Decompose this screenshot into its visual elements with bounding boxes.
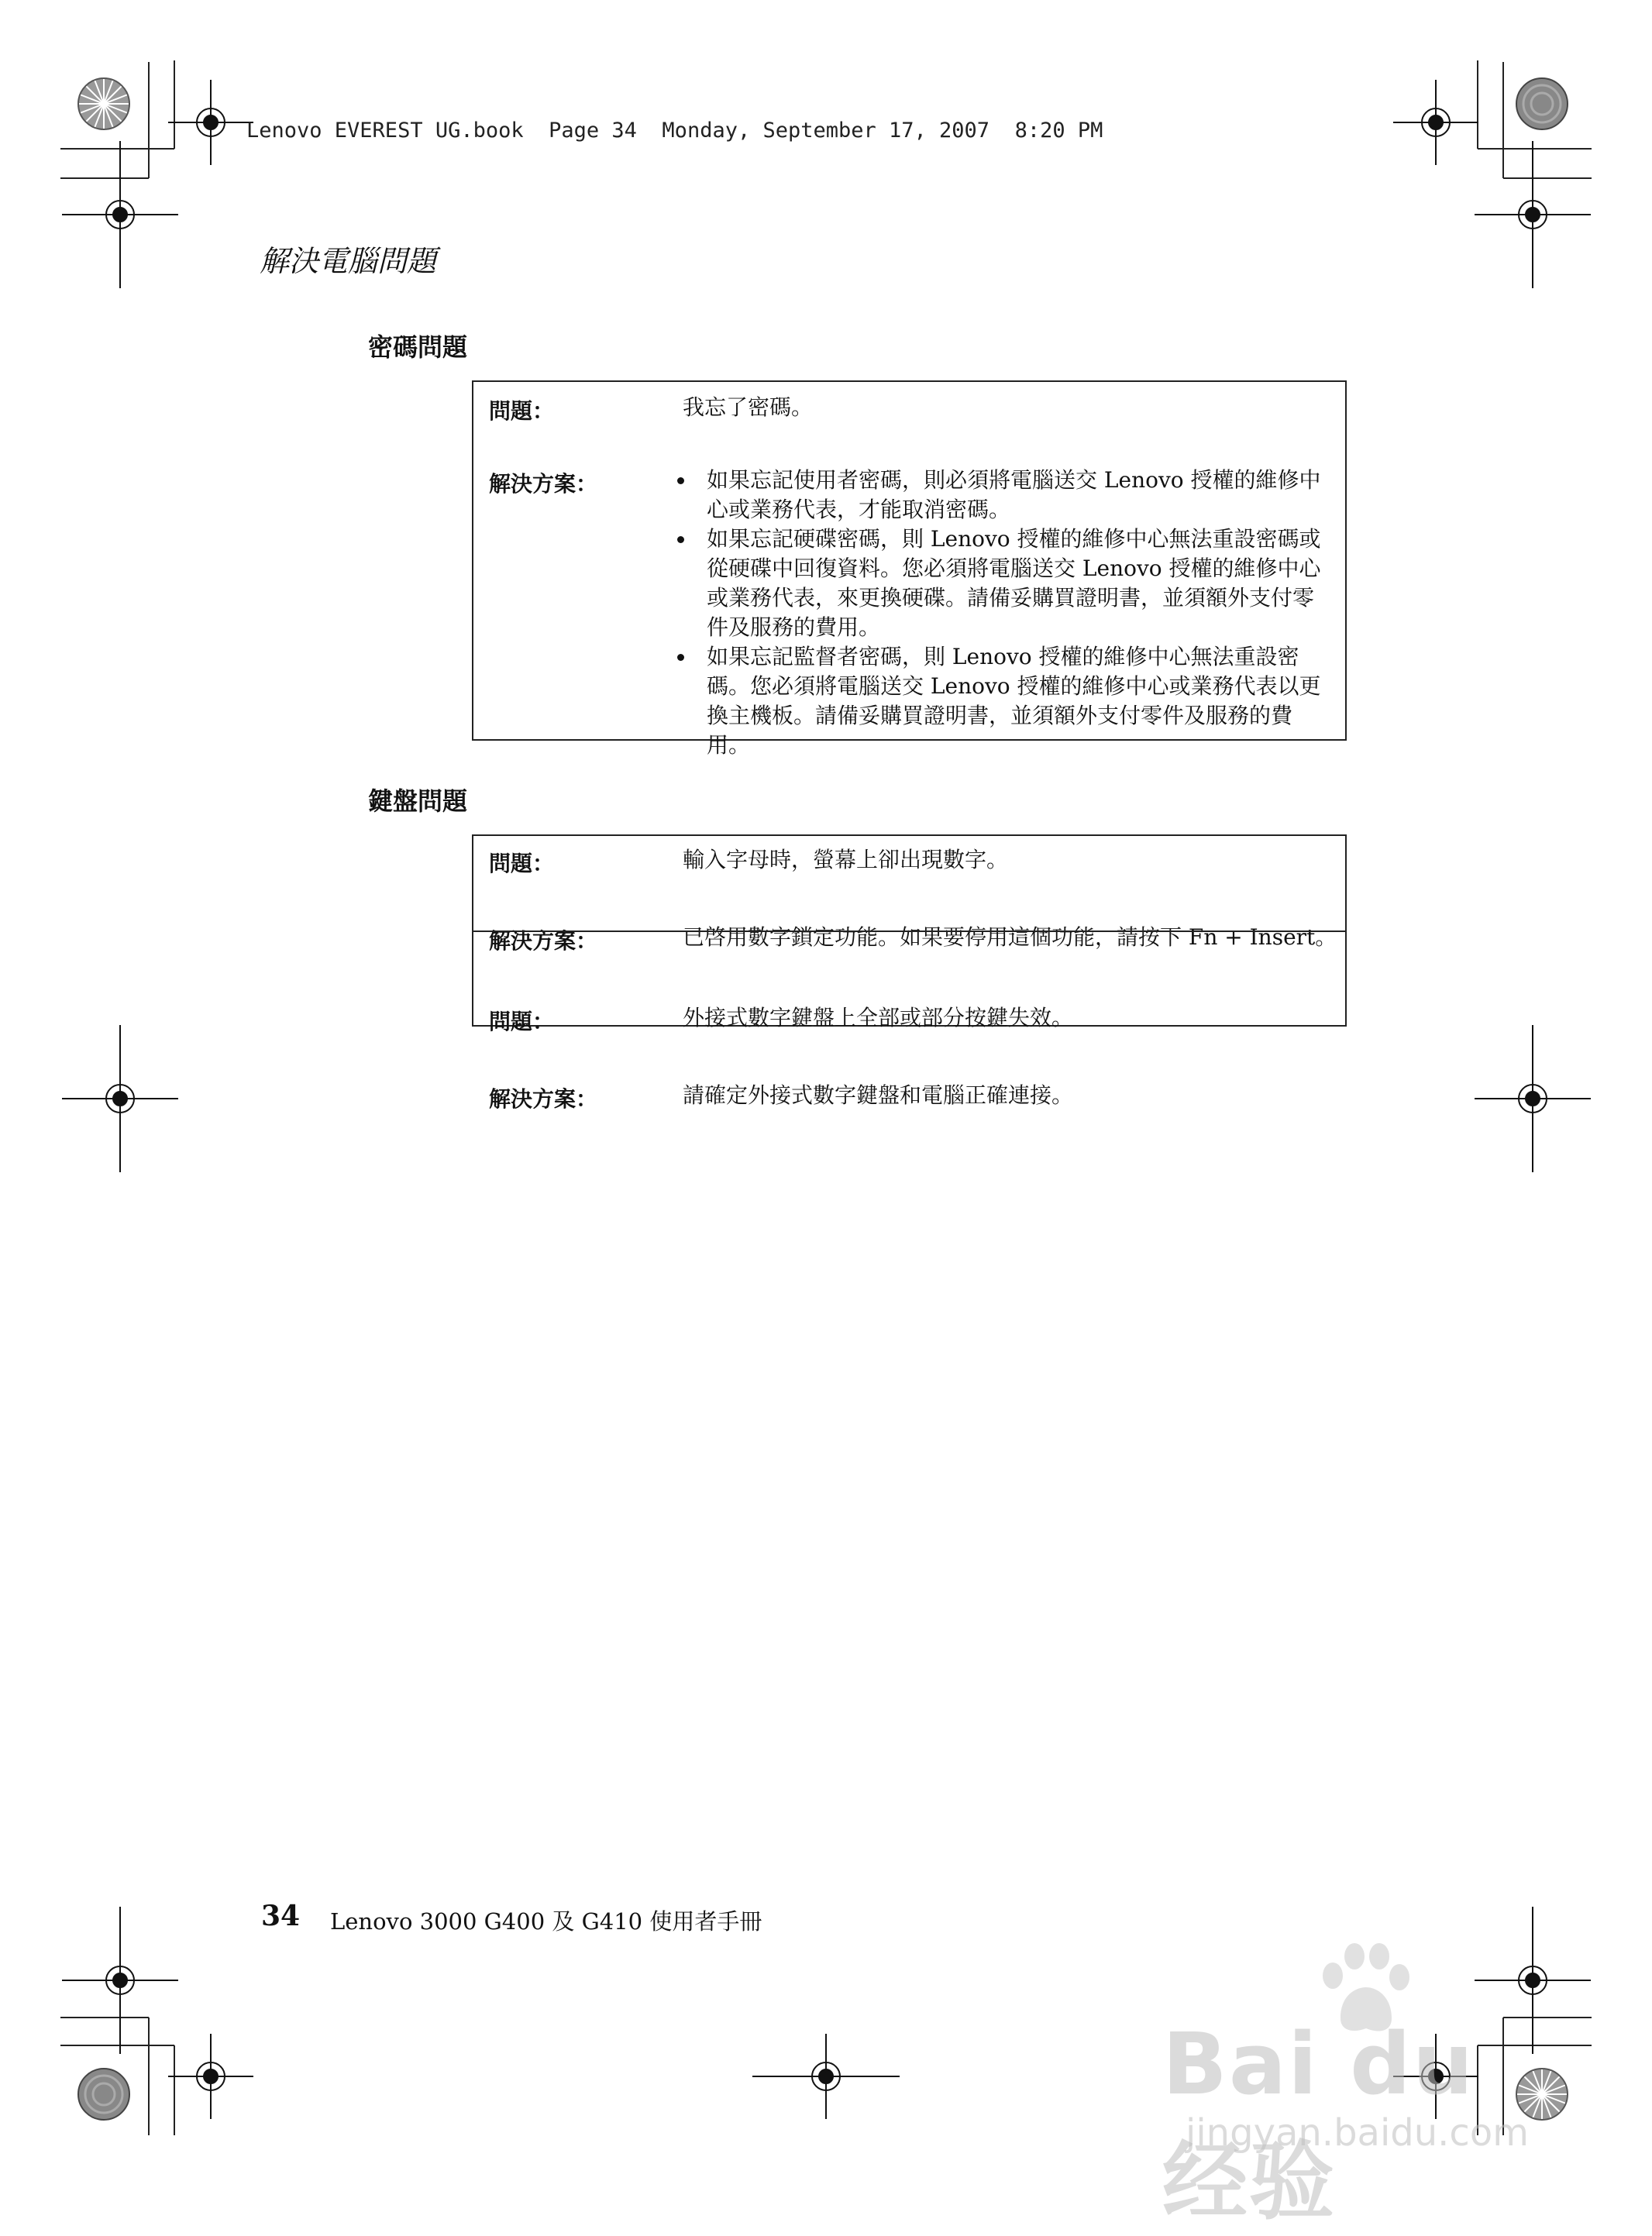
book-title: Lenovo 3000 G400 及 G410 使用者手冊: [330, 1908, 762, 1935]
page-number: 34: [261, 1900, 301, 1932]
keyboard-problem-row: [473, 1003, 1345, 1034]
chapter-title: 解決電腦問題: [260, 244, 437, 278]
problem-text: 外接式數字鍵盤上全部或部分按鍵失效。: [683, 1005, 1074, 1030]
keyboard-solution-row: [473, 1081, 1345, 1112]
keyboard-qa-box: [472, 834, 1347, 1112]
password-qa-box: [472, 380, 1347, 758]
solution-label: 解決方案：: [489, 471, 598, 497]
keyboard-problem-row: [473, 845, 1345, 876]
print-slug: Lenovo EVEREST UG.book Page 34 Monday, September 17, 2007 8:20 PM: [246, 119, 1103, 143]
baidu-watermark: [1162, 1937, 1565, 2231]
solution-item: 如果忘記使用者密碼，則必須將電腦送交 Lenovo 授權的維修中心或業務代表，才能取消密碼。: [672, 466, 1331, 525]
solution-list: [672, 466, 1331, 760]
solution-text: 請確定外接式數字鍵盤和電腦正確連接。: [683, 1082, 1074, 1108]
problem-text: 我忘了密碼。: [683, 394, 814, 420]
problem-label: 問題：: [489, 1009, 555, 1034]
problem-label: 問題：: [489, 851, 555, 876]
password-problem-row: [473, 393, 1345, 424]
starburst-icon: [78, 78, 129, 129]
solution-label: 解決方案：: [489, 928, 598, 954]
watermark-url: jingyan.baidu.com: [1186, 2111, 1529, 2155]
watermark-brand: Bai du 经验: [1162, 2014, 1475, 2231]
solution-list-container: [672, 466, 1331, 760]
problem-text: 輸入字母時，螢幕上卻出現數字。: [683, 847, 1009, 872]
solution-text: 已啓用數字鎖定功能。如果要停用這個功能，請按下 Fn + Insert。: [683, 924, 1337, 950]
solution-item: 如果忘記監督者密碼，則 Lenovo 授權的維修中心無法重設密碼。您必須將電腦送交 Lenovo 授權的維修中心或業務代表以更換主機板。請備妥購買證明書，並須額外支付零件及服務的費用。: [672, 642, 1331, 760]
section-title-keyboard: 鍵盤問題: [368, 786, 468, 816]
row-divider: [473, 931, 1345, 932]
problem-label: 問題：: [489, 398, 555, 424]
solution-label: 解決方案：: [489, 1086, 598, 1112]
solution-item: 如果忘記硬碟密碼，則 Lenovo 授權的維修中心無法重設密碼或從硬碟中回復資料。您必須將電腦送交 Lenovo 授權的維修中心或業務代表，來更換硬碟。請備妥購買證明書，並須額外支付零件及服務的費用。: [672, 525, 1331, 642]
section-title-password: 密碼問題: [368, 332, 468, 362]
keyboard-solution-row: [473, 890, 1345, 954]
